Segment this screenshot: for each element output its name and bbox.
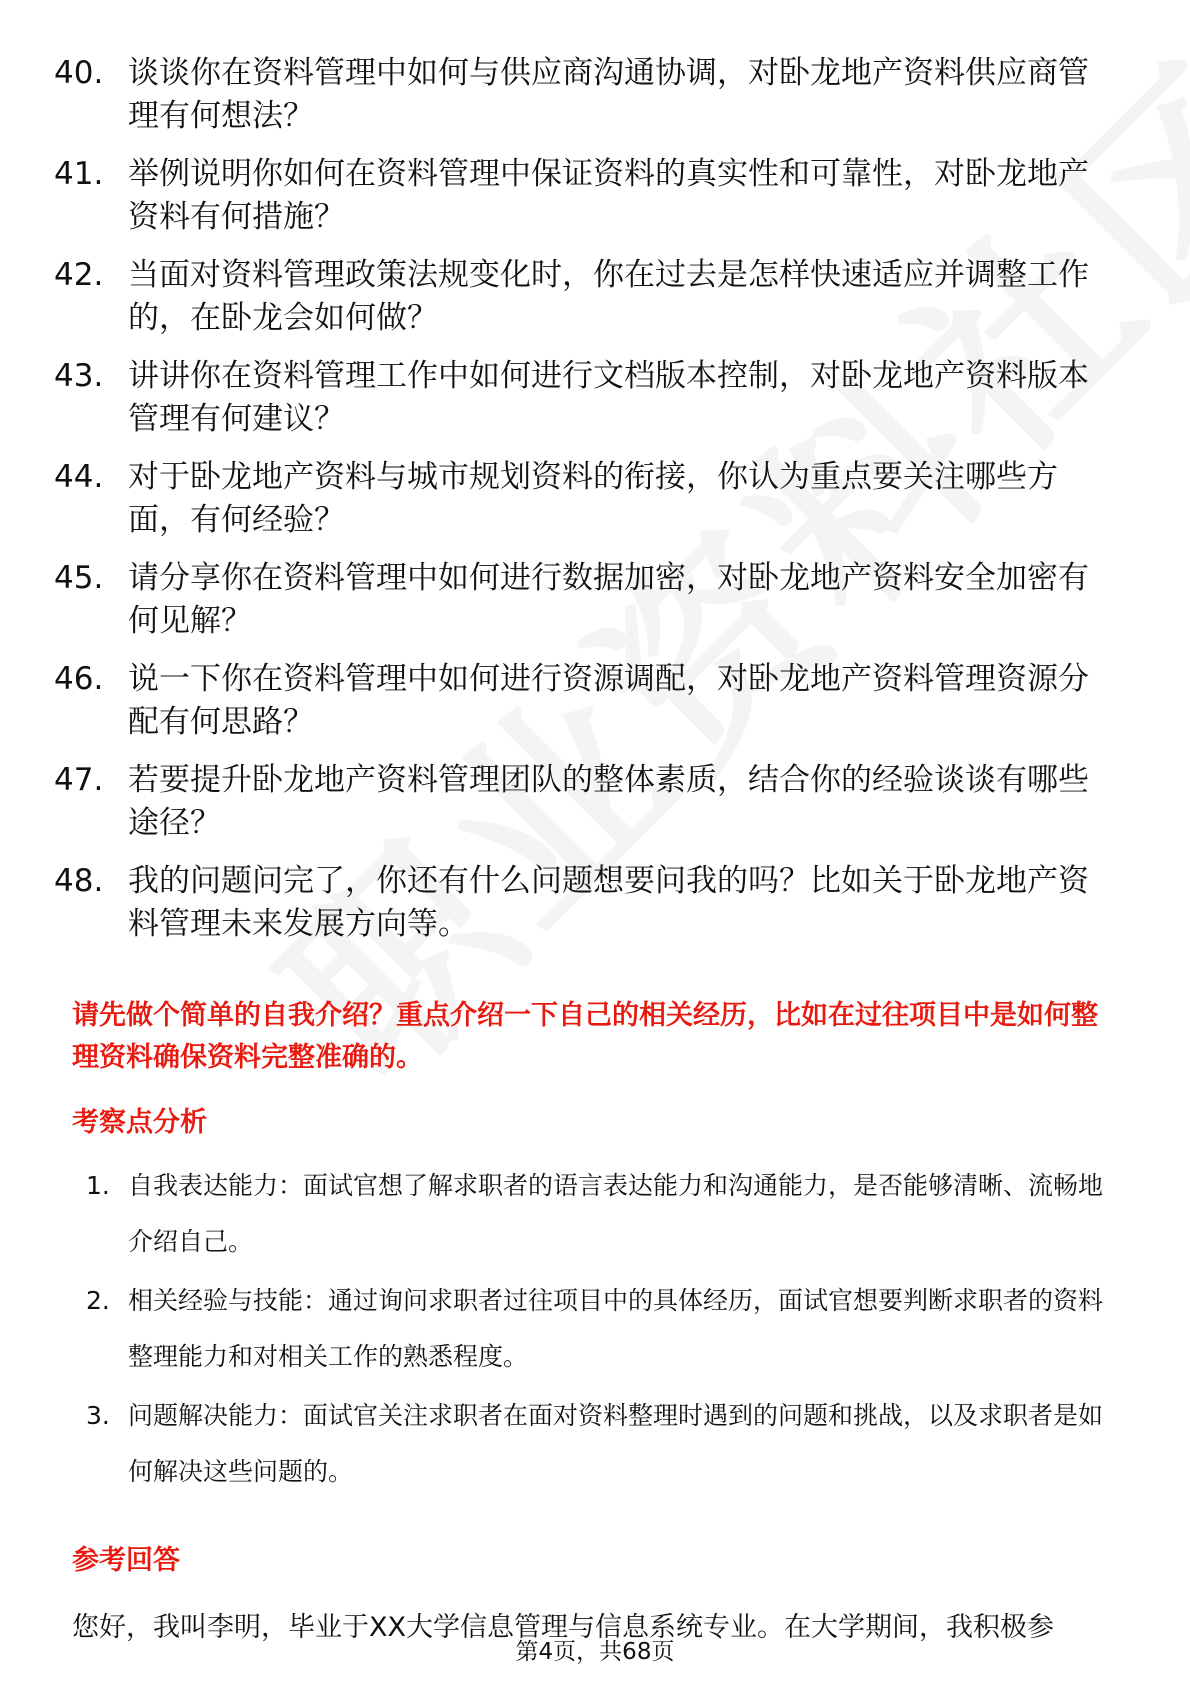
point-number: 1. <box>86 1171 110 1200</box>
question-text: 讲讲你在资料管理工作中如何进行文档版本控制，对卧龙地产资料版本管理有何建议？ <box>128 358 1089 437</box>
question-text: 请分享你在资料管理中如何进行数据加密，对卧龙地产资料安全加密有何见解？ <box>128 560 1089 639</box>
question-item <box>54 860 1113 946</box>
analysis-heading: 考察点分析 <box>72 1107 207 1138</box>
analysis-points <box>0 1158 1190 1503</box>
question-number: 46. <box>54 661 104 697</box>
analysis-point <box>86 1388 1113 1500</box>
analysis-point <box>86 1158 1113 1270</box>
question-text: 若要提升卧龙地产资料管理团队的整体素质，结合你的经验谈谈有哪些途径？ <box>128 762 1089 841</box>
point-text: 相关经验与技能：通过询问求职者过往项目中的具体经历，面试官想要判断求职者的资料整理能力和对相关工作的熟悉程度。 <box>128 1286 1104 1371</box>
question-number: 41. <box>54 156 104 192</box>
question-text: 我的问题问完了，你还有什么问题想要问我的吗？比如关于卧龙地产资料管理未来发展方向等。 <box>128 863 1089 942</box>
point-number: 2. <box>86 1286 110 1315</box>
question-number: 40. <box>54 55 104 91</box>
question-text: 对于卧龙地产资料与城市规划资料的衔接，你认为重点要关注哪些方面，有何经验？ <box>128 459 1058 538</box>
question-item <box>54 759 1113 845</box>
question-number: 48. <box>54 863 104 899</box>
question-item <box>54 153 1113 239</box>
question-text: 当面对资料管理政策法规变化时，你在过去是怎样快速适应并调整工作的，在卧龙会如何做？ <box>128 257 1089 336</box>
question-number: 43. <box>54 358 104 394</box>
question-list <box>0 52 1190 961</box>
page-number: 第4页，共68页 <box>515 1639 675 1665</box>
question-item <box>54 557 1113 643</box>
question-number: 45. <box>54 560 104 596</box>
highlight-question: 请先做个简单的自我介绍？重点介绍一下自己的相关经历，比如在过往项目中是如何整理资料确保资料完整准确的。 <box>72 1000 1098 1073</box>
question-item <box>54 658 1113 744</box>
point-number: 3. <box>86 1401 110 1430</box>
point-text: 自我表达能力：面试官想了解求职者的语言表达能力和沟通能力，是否能够清晰、流畅地介绍自己。 <box>128 1171 1104 1256</box>
point-text: 问题解决能力：面试官关注求职者在面对资料整理时遇到的问题和挑战，以及求职者是如何解决这些问题的。 <box>128 1401 1104 1486</box>
reference-heading: 参考回答 <box>72 1545 180 1576</box>
question-item <box>54 254 1113 340</box>
reference-answer-text: 您好，我叫李明，毕业于XX大学信息管理与信息系统专业。在大学期间，我积极参 <box>72 1612 1054 1643</box>
analysis-point <box>86 1273 1113 1385</box>
question-text: 说一下你在资料管理中如何进行资源调配，对卧龙地产资料管理资源分配有何思路？ <box>128 661 1089 740</box>
question-item <box>54 355 1113 441</box>
question-text: 举例说明你如何在资料管理中保证资料的真实性和可靠性，对卧龙地产资料有何措施？ <box>128 156 1089 235</box>
question-number: 42. <box>54 257 104 293</box>
question-number: 47. <box>54 762 104 798</box>
question-item <box>54 456 1113 542</box>
question-number: 44. <box>54 459 104 495</box>
question-item <box>54 52 1113 138</box>
question-text: 谈谈你在资料管理中如何与供应商沟通协调，对卧龙地产资料供应商管理有何想法？ <box>128 55 1089 134</box>
